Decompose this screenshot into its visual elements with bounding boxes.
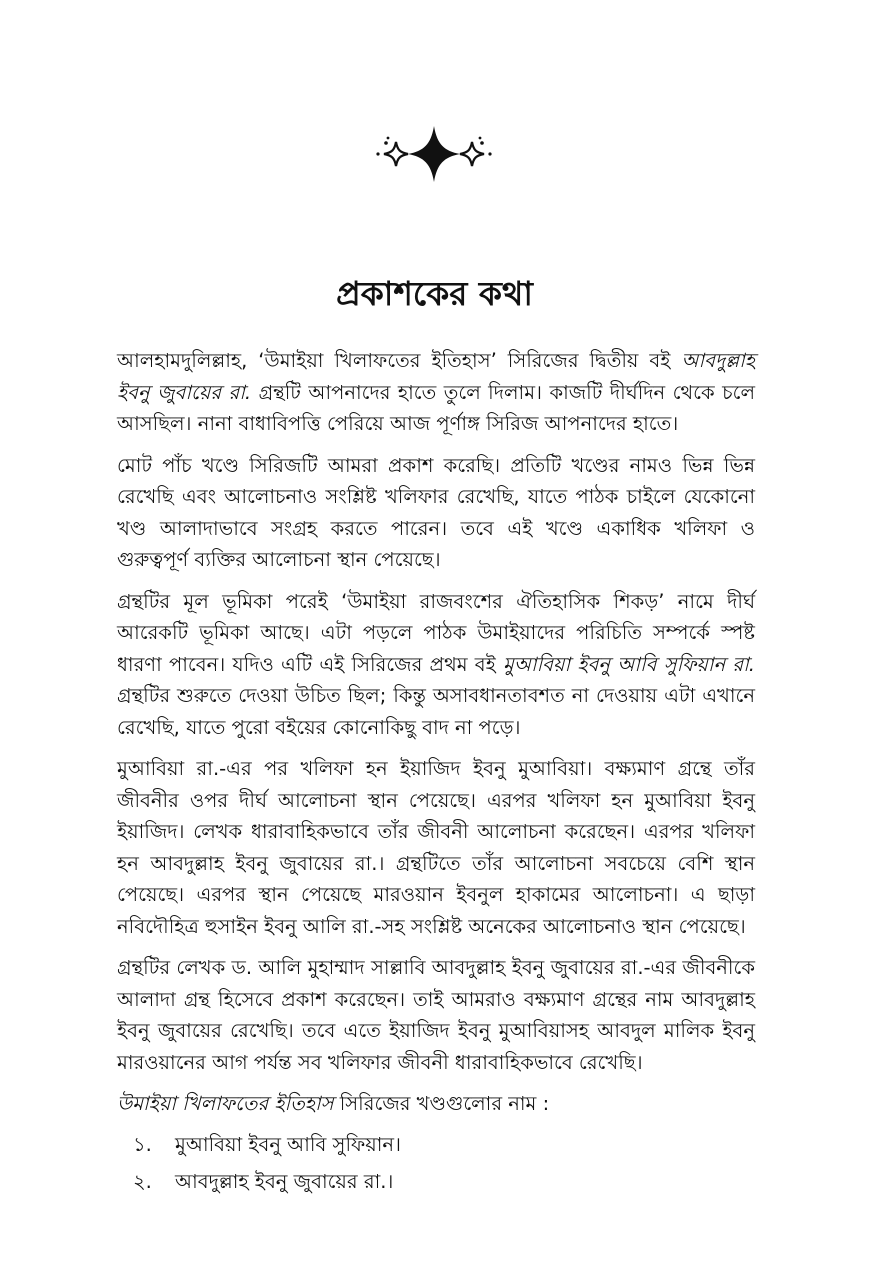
list-text: মুআবিয়া ইবনু আবি সুফিয়ান। xyxy=(175,1132,402,1156)
page-title: প্রকাশকের কথা xyxy=(336,274,533,313)
series-title-italic: উমাইয়া খিলাফতের ইতিহাস xyxy=(117,1092,334,1115)
book-title-italic: মুআবিয়া ইবনু আবি সুফিয়ান রা. xyxy=(503,652,755,676)
list-number: ১. xyxy=(133,1132,152,1156)
list-item xyxy=(117,1163,755,1200)
list-item xyxy=(117,1126,755,1163)
list-number: ২. xyxy=(133,1169,152,1193)
body-text xyxy=(117,345,755,1200)
paragraph: গ্রন্থটির মূল ভূমিকা পরেই ‘উমাইয়া রাজবংশের ঐতিহাসিক শিকড়’ নামে দীর্ঘ আরেকটি ভূমিকা আছে। এটা পড়লে পাঠক উমাইয়াদের পরিচিতি সম্পর্কে স্পষ্ট ধারণা পাবেন। যদিও এটি এই সিরিজের প্রথম বই মুআবিয়া ইবনু আবি সুফিয়ান রা. গ্রন্থটির শুরুতে দেওয়া উচিত ছিল; কিন্তু অসাবধানতাবশত না দেওয়ায় এটা এখানে রেখেছি, যাতে পুরো বইয়ের কোনোকিছু বাদ না পড়ে। xyxy=(117,589,755,739)
four-point-star-ornament-icon xyxy=(374,122,494,186)
paragraph: গ্রন্থটির লেখক ড. আলি মুহাম্মাদ সাল্লাবি আবদুল্লাহ ইবনু জুবায়ের রা.-এর জীবনীকে আলাদা গ্রন্থ হিসেবে প্রকাশ করেছেন। তাই আমরাও বক্ষ্যমাণ গ্রন্থের নাম আবদুল্লাহ ইবনু জুবায়ের রেখেছি। তবে এতে ইয়াজিদ ইবনু মুআবিয়াসহ আবদুল মালিক ইবনু মারওয়ানের আগ পর্যন্ত সব খলিফার জীবনী ধারাবাহিকভাবে রেখেছি। xyxy=(117,956,755,1074)
paragraph: মুআবিয়া রা.-এর পর খলিফা হন ইয়াজিদ ইবনু মুআবিয়া। বক্ষ্যমাণ গ্রন্থে তাঁর জীবনীর ওপর দীর্ঘ আলোচনা স্থান পেয়েছে। এরপর খলিফা হন মুআবিয়া ইবনু ইয়াজিদ। লেখক ধারাবাহিকভাবে তাঁর জীবনী আলোচনা করেছেন। এরপর খলিফা হন আবদুল্লাহ ইবনু জুবায়ের রা.। গ্রন্থটিতে তাঁর আলোচনা সবচেয়ে বেশি স্থান পেয়েছে। এরপর স্থান পেয়েছে মারওয়ান ইবনুল হাকামের আলোচনা। এ ছাড়া নবিদৌহিত্র হুসাইন ইবনু আলি রা.-সহ সংশ্লিষ্ট অনেকের আলোচনাও স্থান পেয়েছে। xyxy=(117,757,755,938)
book-title-italic: আবদুল্লাহ ইবনু জুবায়ের রা. xyxy=(117,349,755,404)
list-intro: উমাইয়া খিলাফতের ইতিহাস সিরিজের খণ্ডগুলোর নাম : xyxy=(117,1092,550,1115)
volume-list xyxy=(117,1126,755,1200)
paragraph: আলহামদুলিল্লাহ, ‘উমাইয়া খিলাফতের ইতিহাস’ সিরিজের দ্বিতীয় বই আবদুল্লাহ ইবনু জুবায়ের রা. গ্রন্থটি আপনাদের হাতে তুলে দিলাম। কাজটি দীর্ঘদিন থেকে চলে আসছিল। নানা বাধাবিপত্তি পেরিয়ে আজ পূর্ণাঙ্গ সিরিজ আপনাদের হাতে। xyxy=(117,349,755,435)
list-text: আবদুল্লাহ ইবনু জুবায়ের রা.। xyxy=(175,1169,394,1193)
paragraph: মোট পাঁচ খণ্ডে সিরিজটি আমরা প্রকাশ করেছি। প্রতিটি খণ্ডের নামও ভিন্ন ভিন্ন রেখেছি এবং আলোচনাও সংশ্লিষ্ট খলিফার রেখেছি, যাতে পাঠক চাইলে যেকোনো খণ্ড আলাদাভাবে সংগ্রহ করতে পারেন। তবে এই খণ্ডে একাধিক খলিফা ও গুরুত্বপূর্ণ ব্যক্তির আলোচনা স্থান পেয়েছে। xyxy=(117,453,755,571)
